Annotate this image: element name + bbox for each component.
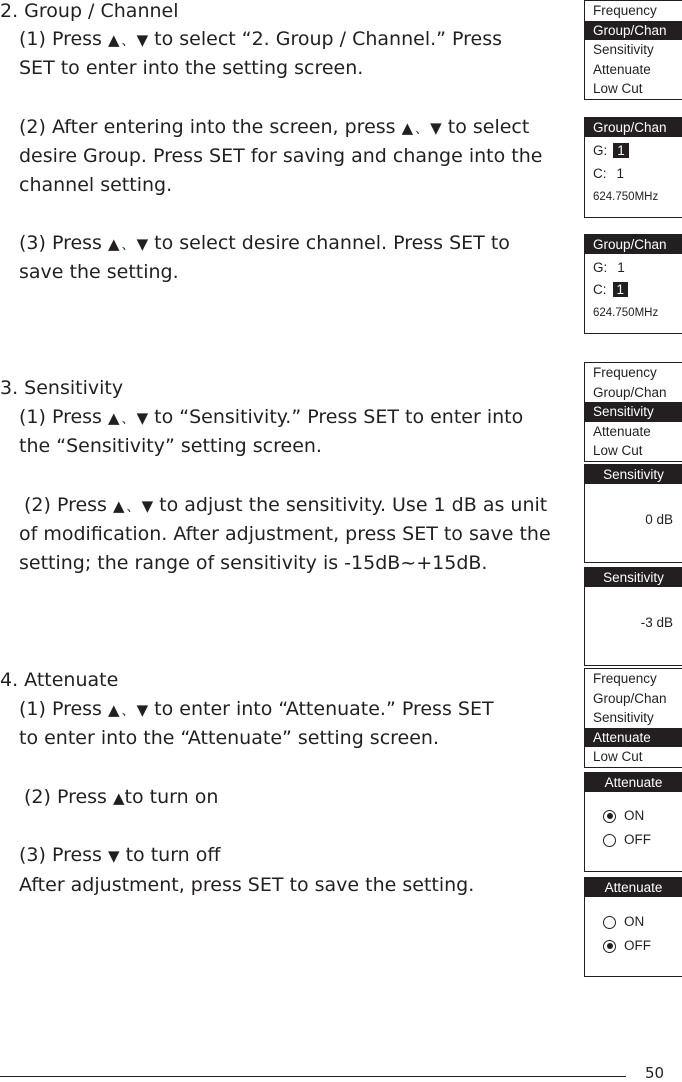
page-number: 50: [645, 1064, 665, 1082]
sensitivity-value: -3 dB: [640, 615, 673, 630]
att-step1-line1: (1) Press ▲ 、 ▼ to enter into “Attenuate.” Press SET: [19, 698, 494, 720]
down-arrow-icon: ▼: [108, 847, 120, 865]
att-step2: (2) Press ▲to turn on: [24, 786, 219, 808]
lcd-menu-sensitivity: [584, 362, 682, 462]
group-step3-line1: (3) Press ▲ 、 ▼ to select desire channel. Press SET to: [19, 232, 510, 254]
frequency-readout: 624.750MHz: [593, 191, 659, 203]
menu-item: Sensitivity: [593, 710, 654, 726]
down-arrow-icon: ▼: [141, 497, 154, 515]
down-arrow-icon: ▼: [136, 701, 149, 719]
up-arrow-icon: ▲: [108, 409, 120, 427]
att-step4: After adjustment, press SET to save the setting.: [19, 874, 475, 896]
menu-item-selected: Group/Chan: [585, 21, 682, 41]
group-row: G: 1: [593, 143, 629, 158]
menu-item: Group/Chan: [593, 690, 667, 706]
menu-item: Low Cut: [593, 81, 643, 97]
down-arrow-icon: ▼: [430, 119, 442, 137]
channel-value-highlighted: 1: [613, 282, 629, 297]
menu-item-selected: Sensitivity: [585, 402, 682, 422]
group-row: G: 1: [593, 260, 625, 275]
sensitivity-value: 0 dB: [645, 512, 673, 527]
radio-off-option: OFF: [603, 938, 651, 954]
down-arrow-icon: ▼: [136, 235, 149, 253]
menu-item: Attenuate: [593, 61, 651, 77]
group-step3-line2: save the setting.: [19, 261, 179, 283]
up-arrow-icon: ▲: [108, 235, 120, 253]
footer-divider: [0, 1076, 626, 1077]
menu-item-selected: Attenuate: [585, 728, 682, 748]
lcd-menu-attenuate: [584, 668, 682, 768]
menu-item: Group/Chan: [593, 384, 667, 400]
menu-item: Frequency: [593, 3, 657, 18]
group-step1-line2: SET to enter into the setting screen.: [19, 57, 364, 79]
att-step3: (3) Press ▼ to turn off: [19, 844, 221, 866]
group-value-highlighted: 1: [613, 143, 629, 158]
radio-selected-icon: [603, 940, 616, 953]
menu-item: Frequency: [593, 365, 657, 380]
up-arrow-icon: ▲: [113, 497, 125, 515]
sens-step1-line2: the “Sensitivity” setting screen.: [19, 435, 322, 457]
group-step2-line2: desire Group. Press SET for saving and change into the: [19, 145, 543, 167]
screen-title: Group/Chan: [585, 235, 682, 254]
radio-on-option: ON: [603, 808, 644, 824]
up-arrow-icon: ▲: [108, 31, 120, 49]
screen-title: Attenuate: [585, 878, 682, 897]
menu-item: Low Cut: [593, 749, 643, 765]
group-step2-line3: channel setting.: [19, 174, 173, 196]
up-arrow-icon: ▲: [113, 789, 125, 807]
sens-step1-line1: (1) Press ▲ 、 ▼ to “Sensitivity.” Press SET to enter into: [19, 406, 524, 428]
screen-title: Sensitivity: [585, 568, 682, 587]
radio-selected-icon: [603, 810, 616, 823]
menu-item: Attenuate: [593, 423, 651, 439]
lcd-attenuate-off: [584, 877, 682, 977]
group-step1-line1: (1) Press ▲ 、 ▼ to select “2. Group / Channel.” Press: [19, 28, 503, 50]
radio-off-option: OFF: [603, 832, 651, 848]
screen-title: Group/Chan: [585, 118, 682, 137]
channel-row: C: 1: [593, 282, 628, 297]
sens-step2-line2: of modification. After adjustment, press SET to save the: [19, 523, 551, 545]
lcd-group-select: [584, 117, 682, 218]
up-arrow-icon: ▲: [401, 119, 414, 137]
up-arrow-icon: ▲: [108, 701, 120, 719]
heading-sensitivity: 3. Sensitivity: [0, 377, 124, 399]
menu-item: Sensitivity: [593, 42, 654, 58]
down-arrow-icon: ▼: [136, 31, 149, 49]
lcd-channel-select: [584, 234, 682, 334]
sens-step2-line1: (2) Press ▲ 、 ▼ to adjust the sensitivity. Use 1 dB as unit: [24, 494, 548, 516]
heading-group-channel: 2. Group / Channel: [0, 0, 179, 22]
menu-item: Low Cut: [593, 443, 643, 459]
screen-title: Attenuate: [585, 773, 682, 792]
heading-attenuate: 4. Attenuate: [0, 669, 119, 691]
menu-item: Frequency: [593, 671, 657, 686]
screen-title: Sensitivity: [585, 465, 682, 484]
lcd-attenuate-on: [584, 772, 682, 872]
lcd-menu-group: [584, 0, 682, 100]
radio-on-option: ON: [603, 914, 644, 930]
group-step2-line1: (2) After entering into the screen, press ▲ 、 ▼ to select: [19, 116, 530, 138]
lcd-sensitivity-0db: [584, 464, 682, 563]
radio-empty-icon: [603, 834, 616, 847]
down-arrow-icon: ▼: [136, 409, 149, 427]
att-step1-line2: to enter into the “Attenuate” setting screen.: [19, 727, 439, 749]
frequency-readout: 624.750MHz: [593, 307, 659, 319]
lcd-sensitivity-minus3db: [584, 567, 682, 666]
radio-empty-icon: [603, 916, 616, 929]
sens-step2-line3: setting; the range of sensitivity is -15dB~+15dB.: [19, 552, 488, 574]
channel-row: C: 1: [593, 166, 625, 181]
